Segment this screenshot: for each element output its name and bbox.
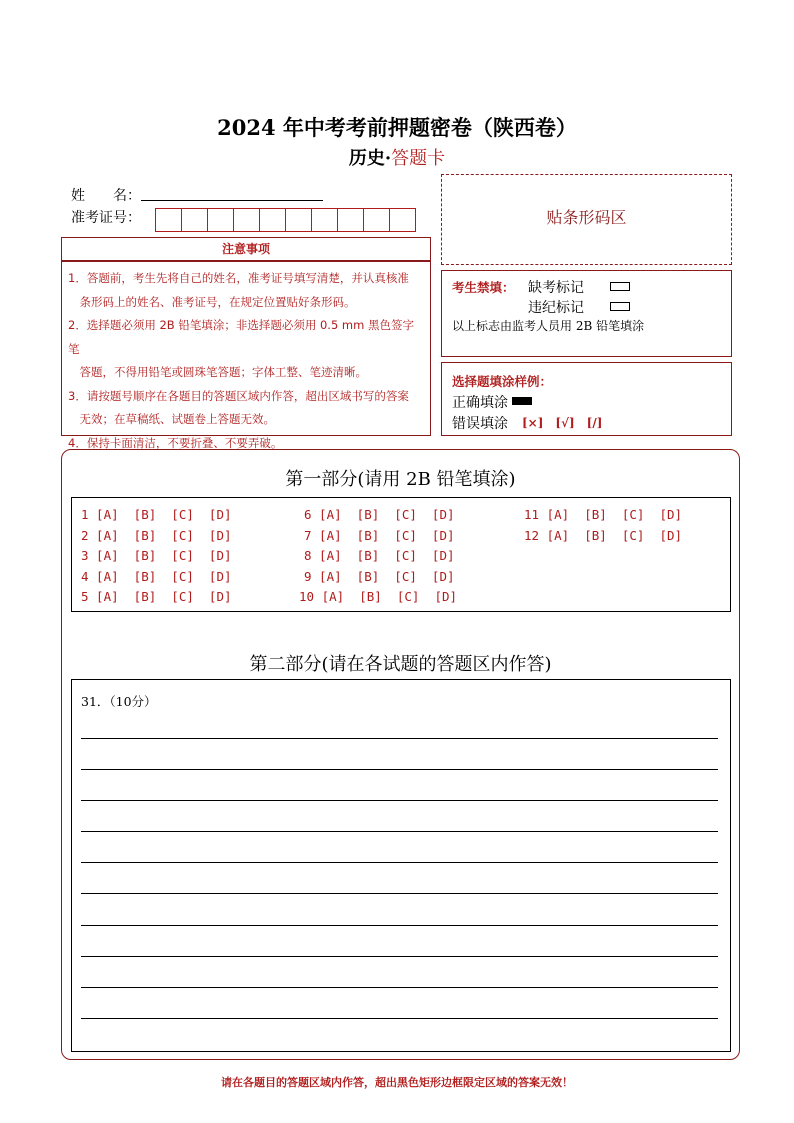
exam-id-digit-box[interactable] [285,208,312,232]
exam-id-label: 准考证号： [71,210,141,226]
filled-mark-icon [512,397,532,405]
answer-line[interactable] [81,862,718,863]
absent-mark-box[interactable] [610,282,630,291]
choice-row[interactable]: 11 [A] [B] [C] [D] [524,507,683,522]
answer-line[interactable] [81,831,718,832]
choice-row[interactable]: 1 [A] [B] [C] [D] [81,507,232,522]
notice-item: 答题，不得用铅笔或圆珠笔答题；字体工整、笔迹清晰。 [68,365,367,379]
correct-label: 正确填涂 [452,395,508,411]
answer-line[interactable] [81,1018,718,1019]
exam-id-digit-box[interactable] [311,208,338,232]
choice-column-1 [81,507,232,610]
choice-row[interactable]: 6 [A] [B] [C] [D] [304,507,455,522]
page-subtitle [0,144,794,170]
exam-id-digit-box[interactable] [389,208,416,232]
subtitle-subject: 历史· [348,148,392,169]
exam-id-boxes[interactable] [155,208,415,232]
exam-id-digit-box[interactable] [155,208,182,232]
absent-label: 缺考标记 [528,280,584,296]
answer-line[interactable] [81,956,718,957]
name-field[interactable] [141,200,323,201]
part2-title: 第二部分(请在各试题的答题区内作答) [249,654,552,675]
choice-row[interactable]: 12 [A] [B] [C] [D] [524,527,683,543]
notice-item: 2．选择题必须用 2B 铅笔填涂；非选择题必须用 0.5 mm 黑色签字笔 [68,318,414,356]
answer-line[interactable] [81,738,718,739]
choice-row[interactable]: 4 [A] [B] [C] [D] [81,568,232,584]
notice-heading: 注意事项 [61,237,431,261]
answer-box[interactable] [71,679,731,1052]
forbid-note: 以上标志由监考人员用 2B 铅笔填涂 [452,319,645,333]
choice-row[interactable]: 5 [A] [B] [C] [D] [81,589,232,604]
exam-id-digit-box[interactable] [363,208,390,232]
footer-warning: 请在各题目的答题区域内作答，超出黑色矩形边框限定区域的答案无效！ [221,1076,573,1089]
exam-id-digit-box[interactable] [181,208,208,232]
notice-body [61,261,431,450]
sample-label: 选择题填涂样例： [452,374,553,389]
exam-id-digit-box[interactable] [207,208,234,232]
forbid-box [441,270,732,357]
page-title: 2024 年中考考前押题密卷（陕西卷） [217,115,577,140]
forbid-label: 考生禁填： [452,280,515,295]
choice-row[interactable]: 7 [A] [B] [C] [D] [304,527,455,543]
notice-item: 1．答题前，考生先将自己的姓名，准考证号填写清楚，并认真核准 [68,271,409,285]
wrong-label: 错误填涂 [452,416,508,432]
notice-item: 无效；在草稿纸、试题卷上答题无效。 [68,412,275,426]
answer-line[interactable] [81,769,718,770]
choice-row[interactable]: 10 [A] [B] [C] [D] [299,589,458,604]
choice-grid [71,497,731,612]
wrong-marks: [×] [√] [/] [522,416,603,430]
violation-label: 违纪标记 [528,300,584,316]
exam-id-digit-box[interactable] [337,208,364,232]
violation-mark-box[interactable] [610,302,630,311]
choice-row[interactable]: 3 [A] [B] [C] [D] [81,548,232,563]
answer-line[interactable] [81,925,718,926]
exam-id-digit-box[interactable] [233,208,260,232]
choice-row[interactable]: 2 [A] [B] [C] [D] [81,527,232,543]
choice-row[interactable]: 8 [A] [B] [C] [D] [304,548,455,563]
notice-item: 4．保持卡面清洁，不要折叠、不要弄破。 [68,435,283,450]
notice-item: 3．请按题号顺序在各题目的答题区域内作答，超出区域书写的答案 [68,388,409,403]
name-label: 姓 名： [71,188,141,204]
part1-title: 第一部分(请用 2B 铅笔填涂) [285,469,516,490]
choice-column-2 [299,507,457,610]
notice-item: 条形码上的姓名、准考证号，在规定位置贴好条形码。 [68,294,356,309]
exam-id-digit-box[interactable] [259,208,286,232]
answer-line[interactable] [81,800,718,801]
choice-row[interactable]: 9 [A] [B] [C] [D] [304,568,455,584]
question-label: 31．（10分） [81,694,157,709]
answer-line[interactable] [81,987,718,988]
fill-sample-box [441,362,732,436]
answer-line[interactable] [81,893,718,894]
choice-column-3 [524,507,682,548]
barcode-area: 贴条形码区 [441,174,732,265]
subtitle-answer-card: 答题卡 [391,148,446,169]
